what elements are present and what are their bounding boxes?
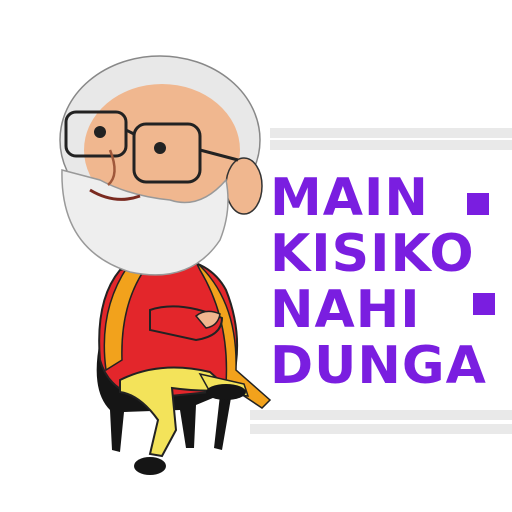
eye: [94, 126, 106, 138]
caption-line: KISIKO: [270, 224, 475, 284]
head: [60, 56, 262, 275]
caption-line: NAHI: [270, 280, 421, 340]
ear: [226, 158, 262, 214]
caption-line: MAIN: [270, 168, 429, 228]
shoe: [134, 457, 166, 475]
shoe: [206, 384, 246, 400]
accent-square: [464, 190, 492, 218]
caption-line: DUNGA: [270, 336, 487, 396]
accent-square: [470, 290, 498, 318]
eye: [154, 142, 166, 154]
